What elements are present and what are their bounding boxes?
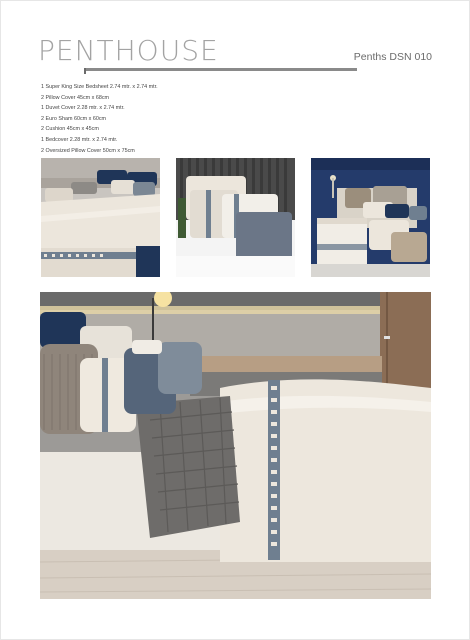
- design-code: Penths DSN 010: [353, 51, 432, 63]
- spec-item: 2 Euro Sham 60cm x 60cm: [41, 115, 107, 122]
- spec-item: 2 Oversized Pillow Cover 50cm x 75cm: [41, 147, 135, 154]
- thumbnail-pillows-photo: [176, 158, 295, 277]
- spec-item: 2 Pillow Cover 45cm x 68cm: [41, 94, 110, 101]
- product-specs-list: [41, 82, 158, 156]
- thumbnail-room-photo: [311, 158, 430, 277]
- thumbnail-bed-photo: [41, 158, 160, 277]
- title-divider-tick: [84, 68, 86, 74]
- title-divider: [84, 68, 357, 71]
- hero-bedroom-photo: [40, 292, 431, 599]
- spec-item: 1 Bedcover 2.28 mtr. x 2.74 mtr.: [41, 136, 118, 143]
- spec-item: 1 Super King Size Bedsheet 2.74 mtr. x 2.74 mtr.: [41, 84, 158, 90]
- spec-item: 2 Cushion 45cm x 45cm: [41, 126, 99, 133]
- spec-item: 1 Duvet Cover 2.28 mtr. x 2.74 mtr.: [41, 105, 125, 112]
- collection-title: PENTHOUSE: [38, 34, 219, 67]
